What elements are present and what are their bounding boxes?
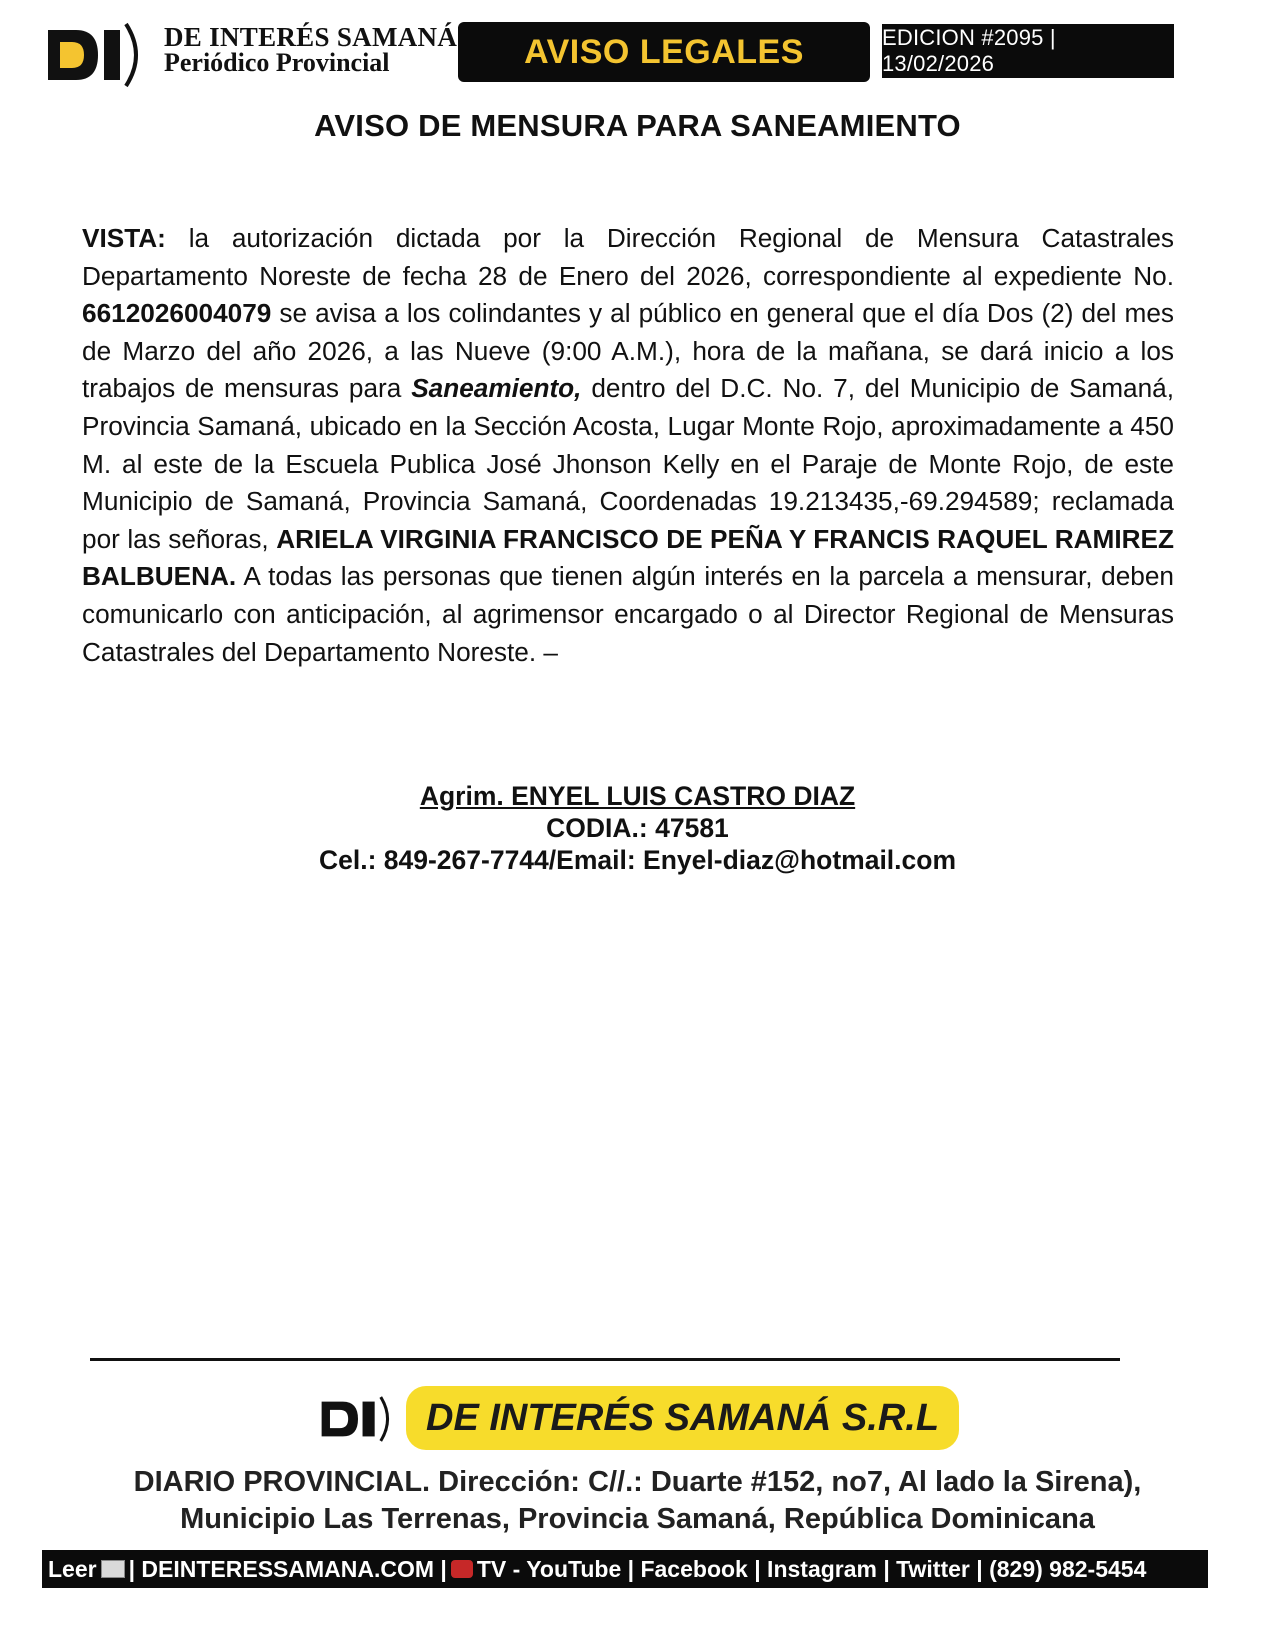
footer-divider: [90, 1358, 1120, 1361]
paragraph-part-3: dentro del D.C. No. 7, del Municipio de Samaná, Provincia Samaná, ubicado en la Sección Acosta, Lugar Monte Rojo, aproximadamente a 450 M. al este de la Escuela Publica José Jhonson Kelly en el Paraje de Monte Rojo, de este Municipio de Samaná, Provincia Samaná, Coordenadas 19.213435,-69.294589; reclamada por las señoras,: [82, 373, 1175, 554]
footer-brand: [318, 1382, 1018, 1452]
brand-name: DE INTERÉS SAMANÁ: [164, 22, 458, 52]
di-logo-icon: [46, 22, 146, 88]
tv-icon: [451, 1560, 473, 1578]
website-label: | DEINTERESSAMANA.COM |: [128, 1555, 447, 1582]
brand-block: [164, 24, 457, 76]
contact-info: Cel.: 849-267-7744/Email: Enyel-diaz@hotmail.com: [318, 845, 957, 875]
brand-tagline: Periódico Provincial: [164, 48, 390, 77]
codia-number: CODIA.: 47581: [546, 813, 729, 843]
leer-label: Leer: [48, 1555, 97, 1582]
address-line-1: DIARIO PROVINCIAL. Dirección: C//.: Duarte #152, no7, Al lado la Sirena),: [133, 1466, 1142, 1498]
document-title: AVISO DE MENSURA PARA SANEAMIENTO: [314, 108, 961, 143]
newspaper-icon: [101, 1560, 125, 1578]
paragraph-part-1: la autorización dictada por la Dirección Regional de Mensura Catastrales Departamento Noreste de fecha 28 de Enero del 2026, correspondiente al expediente No.: [82, 223, 1174, 291]
footer-company-name: DE INTERÉS SAMANÁ S.R.L: [406, 1386, 959, 1450]
saneamiento-term: Saneamiento,: [411, 373, 582, 404]
surveyor-name: Agrim. ENYEL LUIS CASTRO DIAZ: [419, 781, 856, 811]
vista-label: VISTA:: [82, 223, 166, 253]
address-line-2: Municipio Las Terrenas, Provincia Samaná, República Dominicana: [180, 1503, 1095, 1535]
notice-paragraph: [82, 220, 1174, 671]
claimant-names: ARIELA VIRGINIA FRANCISCO DE PEÑA Y FRANCIS RAQUEL RAMIREZ BALBUENA.: [82, 523, 1174, 592]
paragraph-part-2: se avisa a los colindantes y al público en general que el día Dos (2) del mes de Marzo del año 2026, a las Nueve (9:00 A.M.), hora de la mañana, se dará inicio a los trabajos de mensuras para: [82, 298, 1174, 404]
footer-di-logo-icon: [318, 1394, 398, 1444]
paragraph-part-4: A todas las personas que tienen algún interés en la parcela a mensurar, deben comunicarlo con anticipación, al agrimensor encargado o al Director Regional de Mensuras Catastrales del Departamento Noreste. –: [82, 561, 1174, 667]
social-links: TV - YouTube | Facebook | Instagram | Twitter | (829) 982-5454: [476, 1555, 1147, 1582]
signature-block: [0, 780, 1275, 876]
masthead: [46, 18, 1186, 88]
section-label: AVISO LEGALES: [524, 32, 804, 71]
expediente-number: 6612026004079: [82, 298, 272, 329]
footer-address: [0, 1464, 1275, 1538]
contact-bar: [42, 1550, 1208, 1588]
section-banner: [458, 22, 870, 82]
edition-label: EDICION #2095 | 13/02/2026: [882, 24, 1174, 78]
